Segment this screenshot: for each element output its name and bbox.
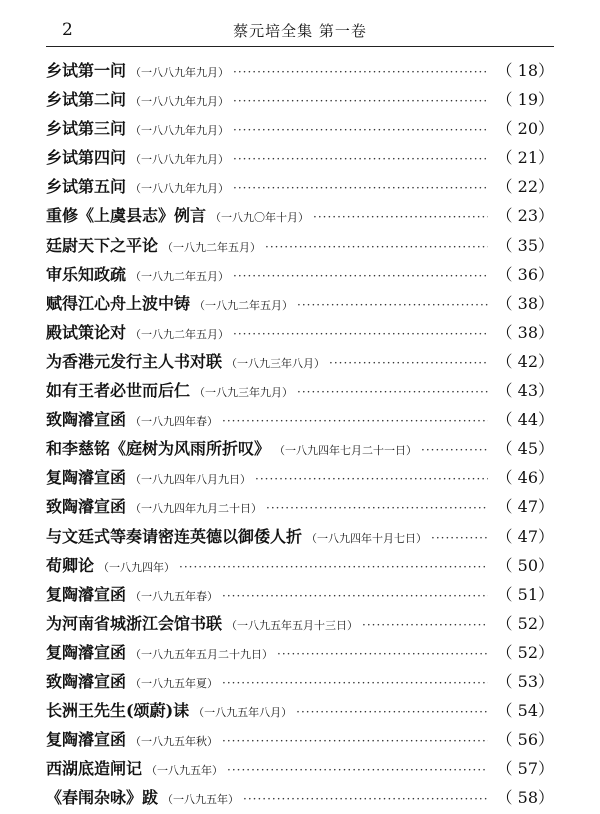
dot-leader [277, 640, 488, 669]
entry-title: 致陶濬宣函 [46, 671, 127, 691]
entry-date: （一八九三年九月） [194, 386, 294, 400]
entry-page-number: （ 45） [496, 439, 554, 459]
entry-title: 赋得江心舟上波中铸 [46, 293, 191, 313]
page-header [46, 16, 554, 44]
toc-entry [46, 289, 554, 318]
entry-page-number: （ 20） [496, 119, 554, 139]
toc-entry [46, 172, 554, 201]
entry-date: （一八九五年） [162, 793, 240, 807]
entry-page-number: （ 38） [496, 293, 554, 313]
entry-title: 长洲王先生(颂蔚)诔 [46, 701, 190, 721]
entry-page-number: （ 57） [496, 759, 554, 779]
toc-entry [46, 56, 554, 85]
toc-entry [46, 318, 554, 347]
dot-leader [222, 669, 488, 698]
entry-page-number: （ 46） [496, 468, 554, 488]
dot-leader [421, 436, 488, 465]
toc-entry [46, 376, 554, 405]
dot-leader [233, 116, 488, 145]
entry-date: （一八八九年九月） [130, 66, 230, 79]
entry-title: 重修《上虞县志》例言 [46, 206, 207, 226]
entry-page-number: （ 56） [496, 730, 554, 750]
entry-title: 乡试第二问 [46, 90, 127, 110]
toc-entry [46, 696, 554, 725]
entry-date: （一八九四年八月九日） [130, 473, 252, 487]
entry-page-number: （ 54） [496, 701, 554, 721]
entry-title: 乡试第四问 [46, 148, 127, 168]
entry-date: （一八八九年九月） [130, 153, 230, 167]
entry-title: 乡试第三问 [46, 119, 127, 139]
entry-date: （一八九四年春） [130, 415, 219, 429]
entry-title: 廷尉天下之平论 [46, 235, 159, 255]
entry-page-number: （ 23） [496, 206, 554, 226]
dot-leader [297, 291, 488, 320]
entry-page-number: （ 52） [496, 613, 554, 633]
dot-leader [233, 174, 488, 203]
entry-date: （一八九五年春） [130, 589, 219, 603]
dot-leader [313, 203, 488, 232]
entry-title: 乡试第五问 [46, 177, 127, 197]
entry-date: （一八八九年九月） [130, 124, 230, 138]
toc-entry [46, 347, 554, 376]
entry-page-number: （ 18） [496, 61, 554, 80]
page-number: 2 [62, 20, 73, 40]
dot-leader [296, 698, 488, 727]
dot-leader [222, 727, 488, 756]
toc-entry [46, 783, 554, 812]
dot-leader [233, 145, 488, 174]
toc-entry [46, 114, 554, 143]
dot-leader [362, 611, 488, 640]
entry-title: 复陶濬宣函 [46, 730, 127, 750]
entry-title: 和李慈铭《庭树为风雨所折叹》 [46, 439, 271, 459]
toc-entry [46, 609, 554, 638]
toc-entry [46, 667, 554, 696]
entry-page-number: （ 50） [496, 555, 554, 575]
toc-entry [46, 522, 554, 551]
entry-title: 复陶濬宣函 [46, 468, 127, 488]
entry-date: （一八九三年八月） [226, 356, 326, 370]
entry-title: 致陶濬宣函 [46, 497, 127, 517]
entry-page-number: （ 47） [496, 497, 554, 517]
entry-title: 荀卿论 [46, 555, 95, 575]
entry-title: 如有王者必世而后仁 [46, 381, 191, 401]
entry-title: 为香港元发行主人书对联 [46, 351, 223, 371]
toc-entry [46, 85, 554, 114]
dot-leader [255, 465, 488, 494]
entry-title: 致陶濬宣函 [46, 410, 127, 430]
entry-title: 复陶濬宣函 [46, 584, 127, 604]
dot-leader [233, 58, 488, 87]
entry-title: 西湖底造闸记 [46, 759, 143, 779]
entry-date: （一八九二年五月） [162, 240, 262, 254]
toc-entry [46, 551, 554, 580]
entry-page-number: （ 21） [496, 148, 554, 168]
entry-page-number: （ 58） [496, 788, 554, 808]
entry-title: 与文廷式等奏请密连英德以御倭人折 [46, 526, 303, 546]
toc-entry [46, 638, 554, 667]
dot-leader [179, 553, 488, 582]
dot-leader [227, 756, 488, 785]
toc-entry [46, 143, 554, 172]
entry-date: （一八九五年） [146, 764, 224, 778]
dot-leader [266, 494, 488, 523]
table-of-contents [46, 56, 554, 812]
toc-entry [46, 405, 554, 434]
entry-date: （一八九五年八月） [193, 706, 293, 720]
header-rule [46, 46, 554, 47]
dot-leader [233, 262, 488, 291]
running-title: 蔡元培全集 第一卷 [233, 22, 367, 40]
entry-title: 复陶濬宣函 [46, 642, 127, 662]
toc-entry [46, 754, 554, 783]
entry-page-number: （ 42） [496, 351, 554, 371]
entry-page-number: （ 38） [496, 322, 554, 342]
toc-entry [46, 580, 554, 609]
toc-entry [46, 492, 554, 521]
entry-date: （一八九四年七月二十一日） [274, 444, 418, 458]
dot-leader [222, 582, 488, 611]
entry-date: （一八九四年十月七日） [306, 531, 428, 545]
toc-entry [46, 201, 554, 230]
entry-date: （一八九二年五月） [130, 327, 230, 341]
entry-page-number: （ 36） [496, 264, 554, 284]
entry-page-number: （ 44） [496, 410, 554, 430]
dot-leader [233, 87, 488, 116]
entry-page-number: （ 53） [496, 671, 554, 691]
entry-date: （一八九二年五月） [194, 298, 294, 312]
toc-entry [46, 231, 554, 260]
dot-leader [329, 349, 488, 378]
entry-date: （一八九五年五月二十九日） [130, 647, 274, 661]
entry-date: （一八九四年九月二十日） [130, 502, 263, 516]
dot-leader [222, 407, 488, 436]
entry-date: （一八八九年九月） [130, 182, 230, 196]
dot-leader [297, 378, 488, 407]
dot-leader [431, 524, 488, 553]
entry-date: （一八九二年五月） [130, 269, 230, 283]
entry-page-number: （ 19） [496, 90, 554, 110]
entry-title: 乡试第一问 [46, 61, 127, 80]
toc-entry [46, 463, 554, 492]
entry-page-number: （ 52） [496, 642, 554, 662]
entry-date: （一八九五年五月十三日） [226, 618, 359, 632]
entry-date: （一八九〇年十月） [210, 211, 310, 225]
dot-leader [233, 320, 488, 349]
entry-title: 为河南省城浙江会馆书联 [46, 613, 223, 633]
toc-entry [46, 434, 554, 463]
entry-date: （一八九四年） [98, 560, 176, 574]
entry-title: 《春闱杂咏》跋 [46, 788, 159, 808]
entry-date: （一八九五年秋） [130, 735, 219, 749]
entry-title: 审乐知政疏 [46, 264, 127, 284]
toc-entry [46, 725, 554, 754]
entry-page-number: （ 22） [496, 177, 554, 197]
entry-date: （一八八九年九月） [130, 95, 230, 109]
entry-page-number: （ 43） [496, 381, 554, 401]
entry-date: （一八九五年夏） [130, 676, 219, 690]
entry-page-number: （ 47） [496, 526, 554, 546]
dot-leader [265, 233, 488, 262]
toc-entry [46, 260, 554, 289]
entry-page-number: （ 51） [496, 584, 554, 604]
entry-title: 殿试策论对 [46, 322, 127, 342]
entry-page-number: （ 35） [496, 235, 554, 255]
